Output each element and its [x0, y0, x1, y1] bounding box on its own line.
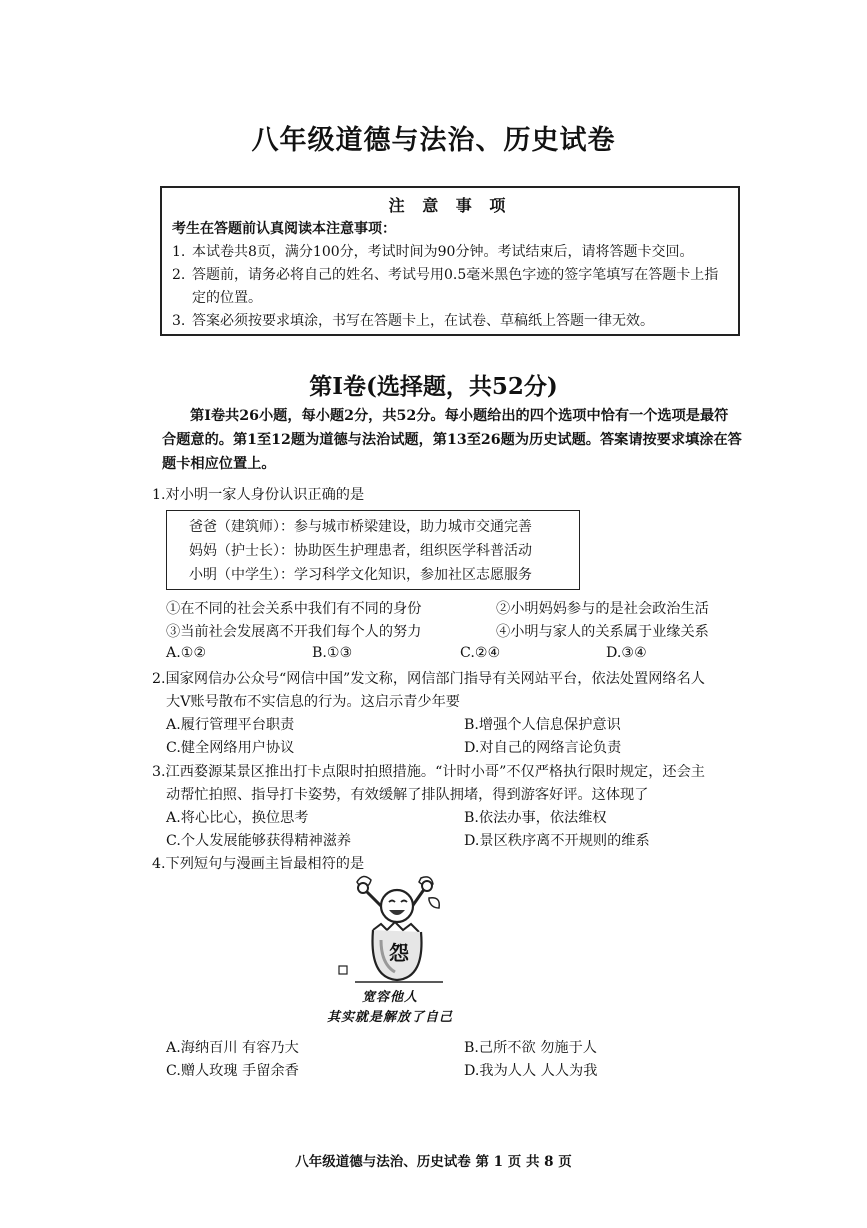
question-1-statement: ④小明与家人的关系属于业缘关系 [496, 624, 709, 640]
notice-title: 注 意 事 项 [388, 196, 512, 215]
section-intro: 第Ⅰ卷共26小题，每小题2分，共52分。每小题给出的四个选项中恰有一个选项是最符合题意的。第1至12题为道德与法治试题，第13至26题为历史试题。答案请按要求填涂在答题卡相应位置上。 [162, 408, 742, 472]
question-2-option-b[interactable]: B.增强个人信息保护意识 [464, 717, 621, 733]
cartoon-character: 怨 [389, 941, 409, 965]
question-2-stem-line: 大V账号散布不实信息的行为。这启示青少年要 [166, 694, 460, 710]
question-1-statement: ①在不同的社会关系中我们有不同的身份 [166, 601, 422, 617]
question-4-option-a[interactable]: A.海纳百川 有容乃大 [166, 1040, 299, 1056]
question-1-option-c[interactable]: C.②④ [460, 645, 501, 661]
question-2-stem [152, 668, 742, 714]
question-4-option-c[interactable]: C.赠人玫瑰 手留余香 [166, 1063, 299, 1079]
notice-item-number: 3. [172, 313, 186, 329]
page-footer: 八年级道德与法治、历史试卷 第 1 页 共 8 页 [295, 1154, 572, 1170]
scenario-line: 小明（中学生）：学习科学文化知识，参加社区志愿服务 [189, 567, 532, 583]
question-2-option-a[interactable]: A.履行管理平台职责 [166, 717, 295, 733]
question-3-stem-line: 3.江西婺源某景区推出打卡点限时拍照措施。“计时小哥”不仅严格执行限时规定，还会主 [152, 764, 705, 780]
question-3-stem [152, 761, 742, 807]
notice-item [172, 264, 728, 310]
cartoon-caption-line: 其实就是解放了自己 [326, 1010, 453, 1025]
question-3-stem-line: 动帮忙拍照、指导打卡姿势，有效缓解了排队拥堵，得到游客好评。这体现了 [166, 787, 649, 803]
cartoon-illustration [325, 868, 455, 988]
question-2-option-c[interactable]: C.健全网络用户协议 [166, 740, 295, 756]
notice-item-number: 2. [172, 267, 186, 283]
notice-item-text: 本试卷共8页，满分100分，考试时间为90分钟。考试结束后，请将答题卡交回。 [192, 244, 694, 260]
question-1-statement: ②小明妈妈参与的是社会政治生活 [496, 601, 709, 617]
notice-item-number: 1. [172, 244, 186, 260]
question-3-option-d[interactable]: D.景区秩序离不开规则的维系 [464, 833, 650, 849]
scenario-line: 妈妈（护士长）：协助医生护理患者，组织医学科普活动 [189, 543, 532, 559]
question-2-stem-line: 2.国家网信办公众号“网信中国”发文称，网信部门指导有关网站平台，依法处置网络名人 [152, 671, 705, 687]
question-1-option-a[interactable]: A.①② [166, 645, 207, 661]
question-4-stem: 4.下列短句与漫画主旨最相符的是 [152, 856, 365, 872]
question-2-option-d[interactable]: D.对自己的网络言论负责 [464, 740, 622, 756]
question-3-option-c[interactable]: C.个人发展能够获得精神滋养 [166, 833, 352, 849]
notice-box [160, 186, 740, 336]
question-1-stem: 1.对小明一家人身份认识正确的是 [152, 487, 365, 503]
question-1-option-b[interactable]: B.①③ [312, 645, 353, 661]
notice-item-text: 答题前，请务必将自己的姓名、考试号用0.5毫米黑色字迹的签字笔填写在答题卡上指定的位置。 [192, 267, 719, 306]
page-title: 八年级道德与法治、历史试卷 [251, 125, 616, 156]
cartoon-signature-mark [339, 966, 347, 974]
cartoon-caption-line: 宽容他人 [361, 990, 418, 1005]
notice-item-text: 答案必须按要求填涂，书写在答题卡上，在试卷、草稿纸上答题一律无效。 [192, 313, 654, 329]
cartoon-caption [320, 988, 460, 1028]
question-4-option-d[interactable]: D.我为人人 人人为我 [464, 1063, 598, 1079]
question-1-option-d[interactable]: D.③④ [606, 645, 647, 661]
notice-item [172, 241, 728, 264]
question-3-option-a[interactable]: A.将心比心，换位思考 [166, 810, 309, 826]
notice-item [172, 310, 728, 333]
question-1-scenario-box [166, 510, 580, 590]
section-title: 第Ⅰ卷(选择题，共52分) [309, 373, 558, 400]
question-1-statement: ③当前社会发展离不开我们每个人的努力 [166, 624, 422, 640]
scenario-line: 爸爸（建筑师）：参与城市桥梁建设，助力城市交通完善 [189, 519, 532, 535]
notice-intro: 考生在答题前认真阅读本注意事项： [172, 221, 396, 237]
question-3-option-b[interactable]: B.依法办事，依法维权 [464, 810, 607, 826]
question-4-option-b[interactable]: B.己所不欲 勿施于人 [464, 1040, 597, 1056]
